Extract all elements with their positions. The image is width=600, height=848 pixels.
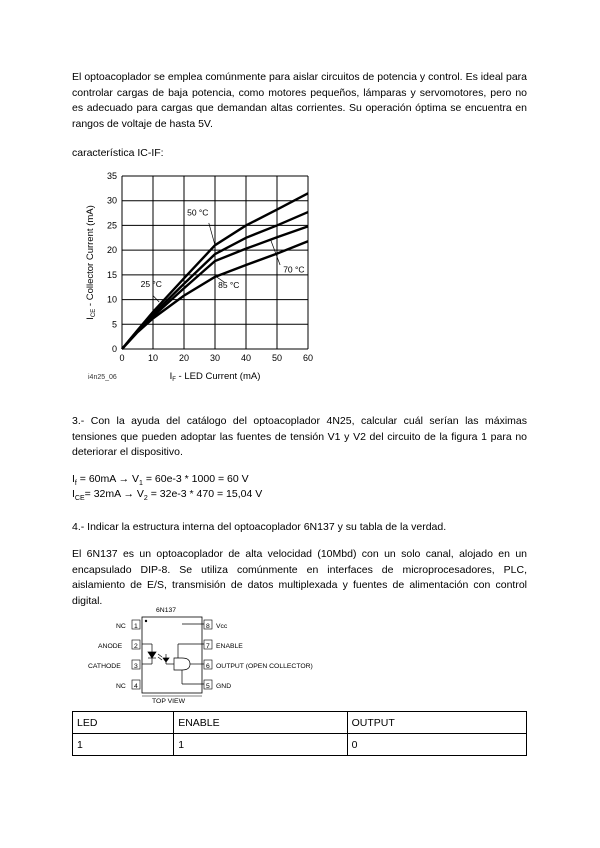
svg-text:CATHODE: CATHODE	[88, 663, 121, 670]
svg-text:NC: NC	[116, 623, 126, 630]
pin-8	[204, 620, 228, 630]
curve-label-leader	[153, 296, 159, 302]
x-tick-label: 50	[271, 353, 283, 363]
internal-gate-icon	[166, 624, 204, 684]
truth-table-header-row	[73, 712, 527, 734]
pin-4	[116, 680, 140, 690]
intro-paragraph: El optoacoplador se emplea comúnmente para aislar circuitos de potencia y control. Es ideal para controlar cargas de baja potencia, como motores pequeños, lámparas y servomotores, pero no es adecuado para cargas que demandan altas corrientes. Su operación óptima se encuentra en rangos de voltaje de hasta 5V.	[72, 71, 527, 130]
cell-output: 0	[347, 734, 526, 756]
x-tick-label: 10	[147, 353, 159, 363]
svg-text:OUTPUT (OPEN COLLECTOR): OUTPUT (OPEN COLLECTOR)	[216, 663, 313, 670]
pin-7	[204, 640, 243, 650]
svg-text:4: 4	[134, 683, 138, 690]
cell-enable: 1	[174, 734, 347, 756]
y-tick-label: 10	[106, 294, 117, 305]
cell-led: 1	[73, 734, 174, 756]
chart-caption: característica IC-IF:	[72, 147, 164, 159]
equation-1: $I_f = 60mA \to V_1 = 60e-3 * 1000 = 60$ V	[72, 473, 249, 488]
svg-text:2: 2	[134, 643, 138, 650]
curve-label: 70 °C	[283, 264, 305, 275]
internal-photodiode-icon	[163, 654, 169, 664]
pinout-caption: TOP VIEW	[152, 698, 185, 705]
x-tick-label: 30	[209, 353, 221, 363]
x-tick-label: 60	[302, 353, 314, 363]
svg-text:GND: GND	[216, 683, 232, 690]
y-tick-label: 20	[106, 245, 117, 256]
6n137-pinout-diagram	[82, 604, 342, 706]
svg-text:NC: NC	[116, 683, 126, 690]
curve-label: 50 °C	[187, 207, 209, 218]
pin-6	[204, 660, 313, 670]
pin-2	[98, 640, 140, 650]
svg-text:ANODE: ANODE	[98, 643, 123, 650]
pinout-title: 6N137	[156, 607, 177, 614]
y-tick-label: 0	[111, 344, 117, 354]
curve-label: 25 °C	[140, 279, 162, 290]
answer-6n137: El 6N137 es un optoacoplador de alta velocidad (10Mbd) con un solo canal, alojado en un encapsulado DIP-8. Se utiliza comúnmente en interfaces de microprocesadores, PLC, aislamiento de E/S, transmisión de datos multiplexada y fuentes de alimentación con control digital.	[72, 548, 527, 607]
svg-text:8: 8	[206, 623, 210, 630]
x-tick-label: 20	[178, 353, 190, 363]
svg-text:ENABLE: ENABLE	[216, 643, 243, 650]
svg-text:1: 1	[134, 623, 138, 630]
y-axis-label: $I_{CE}$ - Collector Current (mA)	[85, 205, 97, 320]
y-tick-label: 5	[111, 319, 117, 330]
internal-led-icon	[142, 644, 162, 664]
truth-table	[72, 711, 527, 756]
x-tick-label: 0	[119, 353, 125, 363]
svg-text:Vcc: Vcc	[216, 623, 228, 630]
y-tick-label: 30	[106, 195, 117, 206]
svg-text:5: 5	[206, 683, 210, 690]
x-tick-label: 40	[240, 353, 252, 363]
y-tick-label: 15	[106, 269, 117, 280]
y-tick-label: 35	[106, 171, 117, 181]
header-enable: ENABLE	[174, 712, 347, 734]
ic-if-chart	[82, 162, 322, 383]
svg-text:7: 7	[206, 643, 210, 650]
question-3: 3.- Con la ayuda del catálogo del optoacoplador 4N25, calcular cuál serían las máximas tensiones que pueden adoptar las fuentes de tensión V1 y V2 del circuito de la figura 1 para no deteriorar el dispositivo.	[72, 415, 527, 458]
curve-label: 85 °C	[218, 280, 240, 291]
curve-label-leader	[209, 223, 215, 245]
header-led: LED	[73, 712, 174, 734]
chart-footnote: i4n25_06	[88, 374, 117, 381]
header-output: OUTPUT	[347, 712, 526, 734]
svg-text:3: 3	[134, 663, 138, 670]
y-tick-label: 25	[106, 220, 117, 231]
pin-1	[116, 620, 140, 630]
svg-text:6: 6	[206, 663, 210, 670]
x-axis-label: $I_F$ - LED Current (mA)	[169, 371, 261, 383]
pin-5	[204, 680, 231, 690]
question-4: 4.- Indicar la estructura interna del optoacoplador 6N137 y su tabla de la verdad.	[72, 521, 447, 533]
truth-table-row	[73, 734, 527, 756]
equation-2: $I_{CE}= 32mA \to V_2 = 32e-3 * 470 = 15,04$ V	[72, 488, 263, 503]
pin-3	[88, 660, 140, 670]
